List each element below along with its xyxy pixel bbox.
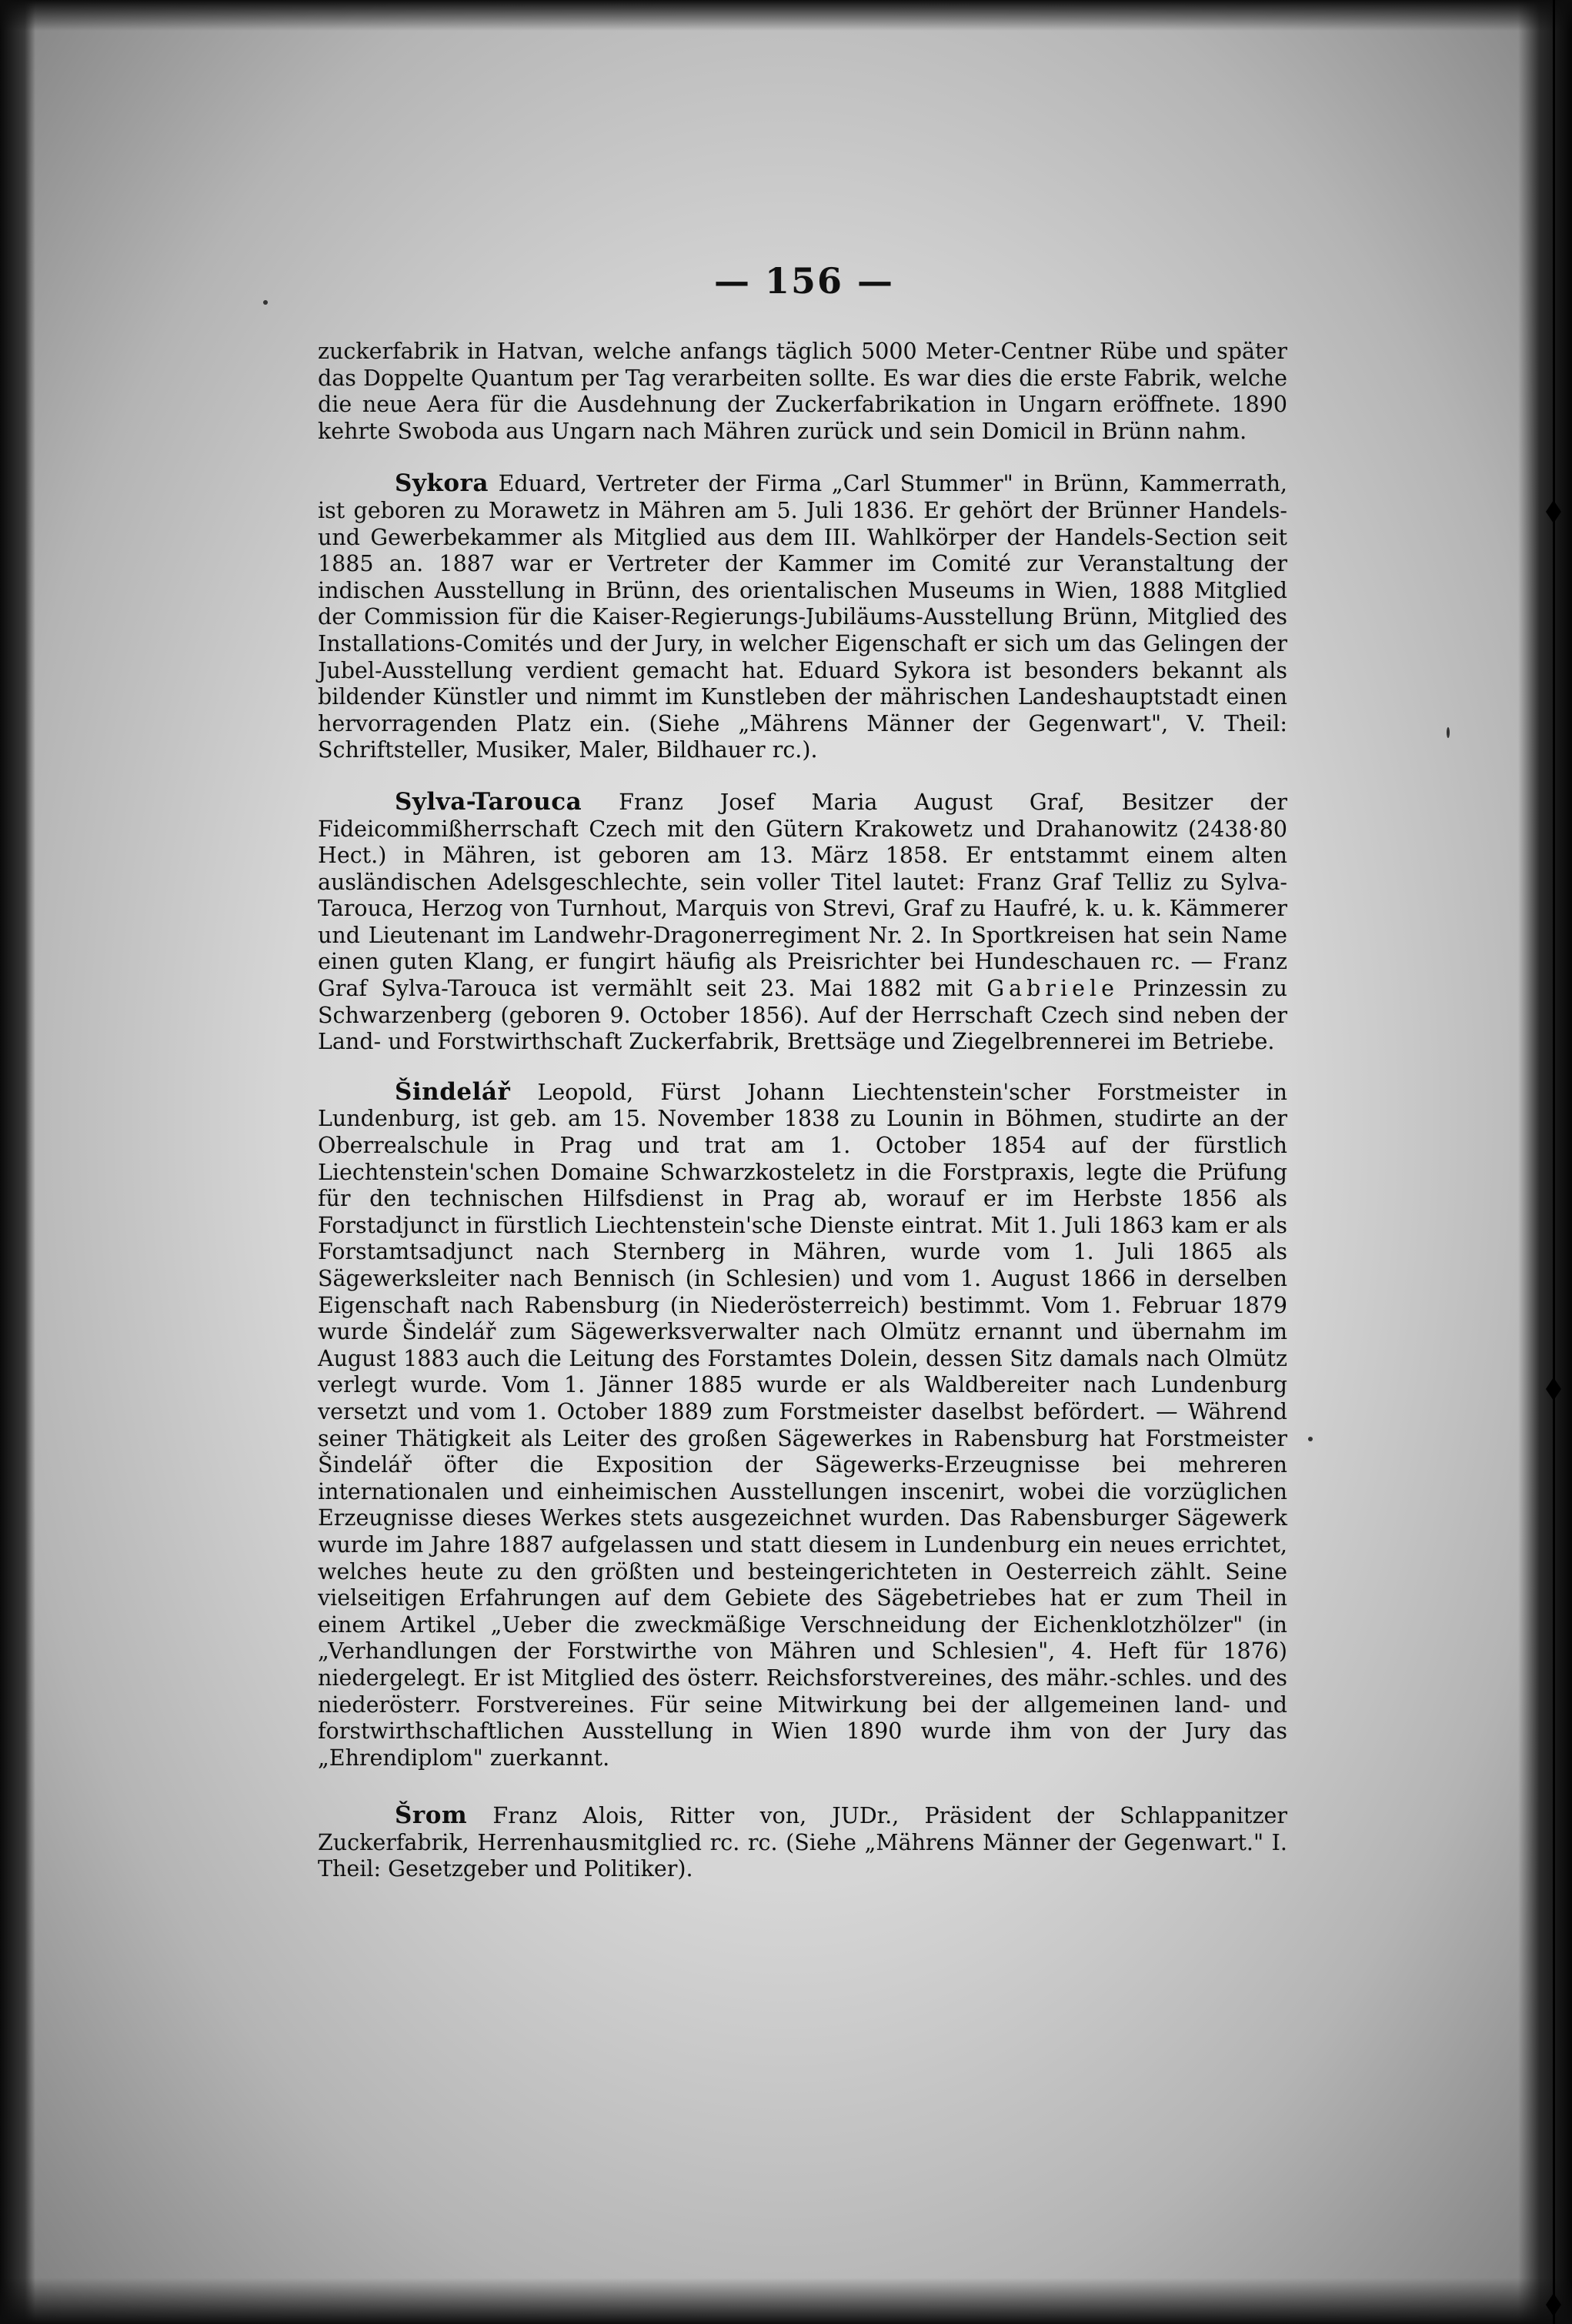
- page-number: — 156 —: [713, 260, 895, 302]
- scan-speck: [1447, 727, 1450, 738]
- entry-sylva-tarouca: [318, 789, 1287, 1056]
- scan-edge-left: [0, 0, 35, 2324]
- entry-sykora: [318, 470, 1287, 764]
- entry-text: Franz Josef Maria August Graf, Besitzer der Fideicommißherrschaft Czech mit den Gütern Krakowetz und Drahanowitz (2438·80 Hect.) in Mähren, ist geboren am 13. März 1858. Er entstammt einem alten ausländischen Adelsgeschlechte, sein voller Titel lautet: Franz Graf Telliz zu Sylva-Tarouca, Herzog von Turnhout, Marquis von Strevi, Graf zu Haufré, k. u. k. Kämmerer und Lieutenant im Landwehr-Dragonerregiment Nr. 2. In Sportkreisen hat sein Name einen guten Klang, er fungirt häufig als Preisrichter bei Hundeschauen rc. — Franz Graf Sylva-Tarouca ist vermählt seit 23. Mai 1882 mit: [318, 789, 1287, 1002]
- entry-sindelar: [318, 1079, 1287, 1771]
- intro-paragraph: zuckerfabrik in Hatvan, welche anfangs täglich 5000 Meter-Centner Rübe und später das Doppelte Quantum per Tag verarbeiten sollte. Es war dies die erste Fabrik, welche die neue Aera für die Ausdehnung der Zuckerfabrikation in Ungarn eröffnete. 1890 kehrte Swoboda aus Ungarn nach Mähren zurück und sein Domicil in Brünn nahm.: [318, 339, 1287, 444]
- entry-name: Šrom: [395, 1801, 468, 1830]
- page-body: [318, 339, 1287, 1883]
- scan-edge-top: [0, 0, 1572, 31]
- scan-speck: [1308, 1437, 1313, 1441]
- entry-srom: [318, 1802, 1287, 1883]
- scan-edge-bottom: [0, 2278, 1572, 2324]
- scan-edge-right: [1518, 0, 1572, 2324]
- entry-text-after: Prinzessin zu Schwarzenberg (geboren 9. October 1856). Auf der Herrschaft Czech sind neben der Land- und Forstwirthschaft Zuckerfabrik, Brettsäge und Ziegelbrennerei im Betriebe.: [318, 976, 1287, 1055]
- entry-text: Eduard, Vertreter der Firma „Carl Stummer" in Brünn, Kammerrath, ist geboren zu Morawetz in Mähren am 5. Juli 1836. Er gehört der Brünner Handels- und Gewerbekammer als Mitglied aus dem III. Wahlkörper der Handels-Section seit 1885 an. 1887 war er Vertreter der Kammer im Comité zur Veranstaltung der indischen Ausstellung in Brünn, des orientalischen Museums in Wien, 1888 Mitglied der Commission für die Kaiser-Regierungs-Jubiläums-Ausstellung Brünn, Mitglied des Installations-Comités und der Jury, in welcher Eigenschaft er sich um das Gelingen der Jubel-Ausstellung verdient gemacht hat. Eduard Sykora ist besonders bekannt als bildender Künstler und nimmt im Kunstleben der mährischen Landeshauptstadt einen hervorragenden Platz ein. (Siehe „Mährens Männer der Gegenwart", V. Theil: Schriftsteller, Musiker, Maler, Bildhauer rc.).: [318, 471, 1287, 763]
- entry-spaced-name: Gabriele: [986, 976, 1119, 1002]
- scan-speck: [263, 300, 268, 305]
- entry-name: Sykora: [395, 469, 489, 498]
- entry-text: Leopold, Fürst Johann Liechtenstein'scher Forstmeister in Lundenburg, ist geb. am 15. November 1838 zu Lounin in Böhmen, studirte an der Oberrealschule in Prag und trat am 1. October 1854 auf der fürstlich Liechtenstein'schen Domaine Schwarzkosteletz in die Forstpraxis, legte die Prüfung für den technischen Hilfsdienst in Prag ab, worauf er im Herbste 1856 als Forstadjunct in fürstlich Liechtenstein'sche Dienste eintrat. Mit 1. Juli 1863 kam er als Forstamtsadjunct nach Sternberg in Mähren, wurde vom 1. Juli 1865 als Sägewerksleiter nach Bennisch (in Schlesien) und vom 1. August 1866 in derselben Eigenschaft nach Rabensburg (in Niederösterreich) bestimmt. Vom 1. Februar 1879 wurde Šindelář zum Sägewerksverwalter nach Olmütz ernannt und übernahm im August 1883 auch die Leitung des Forstamtes Dolein, dessen Sitz damals nach Olmütz verlegt wurde. Vom 1. Jänner 1885 wurde er als Waldbereiter nach Lundenburg versetzt und vom 1. October 1889 zum Forstmeister daselbst befördert. — Während seiner Thätigkeit als Leiter des großen Sägewerkes in Rabensburg hat Forstmeister Šindelář öfter die Exposition der Sägewerks-Erzeugnisse bei mehreren internationalen und einheimischen Ausstellungen inscenirt, wobei die vorzüglichen Erzeugnisse dieses Werkes stets ausgezeichnet wurden. Das Rabensburger Sägewerk wurde im Jahre 1887 aufgelassen und statt diesem in Lundenburg ein neues errichtet, welches heute zu den größten und besteingerichteten in Oesterreich zählt. Seine vielseitigen Erfahrungen auf dem Gebiete des Sägebetriebes hat er zum Theil in einem Artikel „Ueber die zweckmäßige Verschneidung der Eichenklotzhölzer" (in „Verhandlungen der Forstwirthe von Mähren und Schlesien", 4. Heft für 1876) niedergelegt. Er ist Mitglied des österr. Reichsforstvereines, des mähr.-schles. und des niederösterr. Forstvereines. Für seine Mitwirkung bei der allgemeinen land- und forstwirthschaftlichen Ausstellung in Wien 1890 wurde ihm von der Jury das „Ehrendiplom" zuerkannt.: [318, 1079, 1287, 1771]
- entry-text: Franz Alois, Ritter von, JUDr., Präsident der Schlappanitzer Zuckerfabrik, Herrenhausmitglied rc. rc. (Siehe „Mährens Männer der Gegenwart." I. Theil: Gesetzgeber und Politiker).: [318, 1803, 1287, 1882]
- entry-name: Sylva-Tarouca: [395, 787, 582, 816]
- binding-line: [1553, 0, 1555, 2324]
- entry-name: Šindelář: [395, 1077, 511, 1106]
